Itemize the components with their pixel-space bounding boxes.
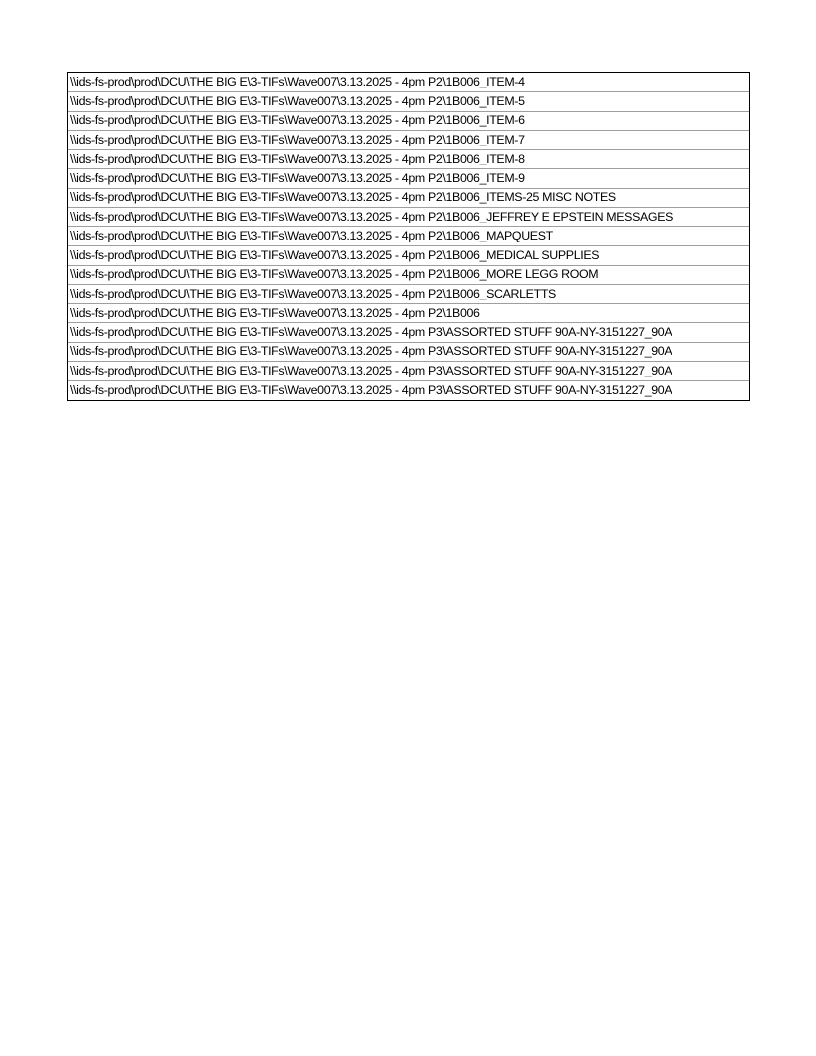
table-row [68,343,749,362]
file-path-cell: \\ids-fs-prod\prod\DCU\THE BIG E\3-TIFs\Wave007\3.13.2025 - 4pm P2\1B006_JEFFREY E EPSTEIN MESSAGES [70,210,674,224]
table-row [68,112,749,131]
table-row [68,227,749,246]
table-row [68,285,749,304]
table-row [68,150,749,169]
file-path-cell: \\ids-fs-prod\prod\DCU\THE BIG E\3-TIFs\Wave007\3.13.2025 - 4pm P2\1B006_ITEMS-25 MISC NOTES [70,191,616,204]
file-path-cell: \\ids-fs-prod\prod\DCU\THE BIG E\3-TIFs\Wave007\3.13.2025 - 4pm P2\1B006_ITEM-6 [70,114,525,127]
table-row [68,131,749,150]
file-path-table [67,72,750,401]
table-row [68,304,749,323]
file-path-cell: \\ids-fs-prod\prod\DCU\THE BIG E\3-TIFs\Wave007\3.13.2025 - 4pm P2\1B006_MEDICAL SUPPLIES [70,249,600,262]
file-path-cell: \\ids-fs-prod\prod\DCU\THE BIG E\3-TIFs\Wave007\3.13.2025 - 4pm P3\ASSORTED STUFF 90A-NY-3151227_90A [70,364,673,378]
table-row [68,323,749,342]
table-row [68,362,749,381]
file-path-cell: \\ids-fs-prod\prod\DCU\THE BIG E\3-TIFs\Wave007\3.13.2025 - 4pm P2\1B006_ITEM-5 [70,95,525,108]
file-path-cell: \\ids-fs-prod\prod\DCU\THE BIG E\3-TIFs\Wave007\3.13.2025 - 4pm P3\ASSORTED STUFF 90A-NY-3151227_90A [70,326,673,339]
table-row [68,73,749,92]
table-row [68,381,749,400]
file-path-cell: \\ids-fs-prod\prod\DCU\THE BIG E\3-TIFs\Wave007\3.13.2025 - 4pm P2\1B006_MAPQUEST [70,229,553,243]
table-row [68,266,749,285]
file-path-cell: \\ids-fs-prod\prod\DCU\THE BIG E\3-TIFs\Wave007\3.13.2025 - 4pm P2\1B006_ITEM-7 [70,133,525,147]
table-row [68,189,749,208]
table-row [68,92,749,111]
table-row [68,208,749,227]
file-path-cell: \\ids-fs-prod\prod\DCU\THE BIG E\3-TIFs\Wave007\3.13.2025 - 4pm P2\1B006_ITEM-4 [70,75,525,89]
file-path-cell: \\ids-fs-prod\prod\DCU\THE BIG E\3-TIFs\Wave007\3.13.2025 - 4pm P3\ASSORTED STUFF 90A-NY-3151227_90A [70,345,673,358]
file-path-cell: \\ids-fs-prod\prod\DCU\THE BIG E\3-TIFs\Wave007\3.13.2025 - 4pm P2\1B006 [70,306,480,320]
table-row [68,169,749,188]
file-path-cell: \\ids-fs-prod\prod\DCU\THE BIG E\3-TIFs\Wave007\3.13.2025 - 4pm P3\ASSORTED STUFF 90A-NY-3151227_90A [70,384,673,397]
table-row [68,246,749,265]
file-path-cell: \\ids-fs-prod\prod\DCU\THE BIG E\3-TIFs\Wave007\3.13.2025 - 4pm P2\1B006_ITEM-8 [70,152,525,166]
file-path-cell: \\ids-fs-prod\prod\DCU\THE BIG E\3-TIFs\Wave007\3.13.2025 - 4pm P2\1B006_MORE LEGG ROOM [70,268,599,281]
file-path-cell: \\ids-fs-prod\prod\DCU\THE BIG E\3-TIFs\Wave007\3.13.2025 - 4pm P2\1B006_ITEM-9 [70,172,525,185]
file-path-cell: \\ids-fs-prod\prod\DCU\THE BIG E\3-TIFs\Wave007\3.13.2025 - 4pm P2\1B006_SCARLETTS [70,287,556,301]
